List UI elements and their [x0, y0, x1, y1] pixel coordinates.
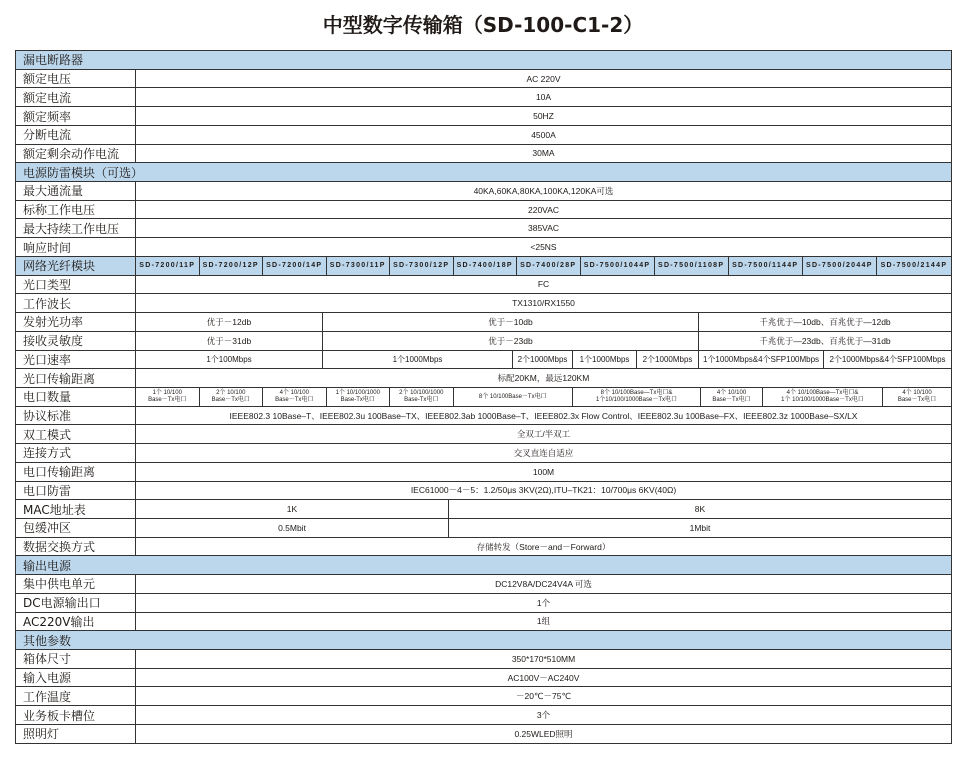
spec-value: 交叉直连自适应: [513, 447, 574, 458]
spec-value: 385VAC: [527, 223, 560, 234]
spec-row-optical-port-type: [16, 276, 951, 295]
spec-label: 连接方式: [16, 444, 136, 462]
spec-value: 350*170*510MM: [511, 653, 576, 664]
spec-value: 1K: [136, 500, 449, 518]
spec-label: 集中供电单元: [16, 575, 136, 593]
section-title: 漏电断路器: [23, 53, 84, 68]
section-header-other: [16, 631, 951, 650]
spec-row-electrical-distance: [16, 463, 951, 482]
spec-row-max-discharge: [16, 182, 951, 201]
spec-value: TX1310/RX1550: [512, 298, 575, 309]
spec-label: 额定电流: [16, 88, 136, 106]
spec-value: 2个1000Mbps: [637, 351, 699, 369]
spec-value: <25NS: [530, 242, 557, 253]
section-header-breaker: [16, 51, 951, 70]
spec-label: 额定电压: [16, 70, 136, 88]
spec-value: AC 220V: [526, 73, 561, 84]
spec-value: 3个: [536, 710, 551, 721]
spec-label: 电口传输距离: [16, 463, 136, 481]
spec-row-box-size: [16, 650, 951, 669]
model-name: SD-7200/11P: [136, 257, 200, 275]
spec-label: 接收灵敏度: [16, 332, 136, 350]
spec-row-packet-buffer: [16, 519, 951, 538]
spec-label: 光口传输距离: [16, 369, 136, 387]
spec-row-card-slots: [16, 706, 951, 725]
spec-value: 4500A: [531, 129, 556, 140]
model-name: SD-7300/11P: [327, 257, 391, 275]
spec-row-electrical-surge: [16, 482, 951, 501]
spec-table: [15, 50, 952, 744]
model-name: SD-7200/14P: [263, 257, 327, 275]
spec-value: 2个1000Mbps&4个SFP100Mbps: [829, 354, 946, 364]
section-title: 输出电源: [23, 558, 72, 573]
spec-value: 1个1000Mbps: [573, 351, 637, 369]
spec-value: 千兆优于—10db、百兆优于—12db: [759, 316, 891, 327]
spec-value: 标配20KM，最远120KM: [497, 373, 590, 384]
spec-row-dc-output: [16, 594, 951, 613]
spec-row-nominal-voltage: [16, 201, 951, 220]
spec-value: 1个: [536, 597, 551, 608]
section-header-power-output: [16, 556, 951, 575]
spec-value: 存储转发（Store－and－Forward）: [476, 541, 611, 552]
spec-row-response-time: [16, 238, 951, 257]
spec-label: 工作波长: [16, 294, 136, 312]
spec-value: AC100V－AC240V: [507, 672, 580, 683]
spec-value: DC12V8A/DC24V4A 可选: [495, 578, 592, 589]
spec-value: 8个 10/100Base—Tx电口& 1个10/100/1000Base－Tx电口: [573, 388, 701, 406]
spec-value: 50HZ: [533, 111, 554, 122]
spec-value: 全双工/半双工: [516, 429, 571, 440]
spec-label: 协议标准: [16, 407, 136, 425]
section-title: 电源防雷模块（可选）: [23, 165, 144, 180]
model-name: SD-7400/28P: [517, 257, 581, 275]
spec-label: 照明灯: [16, 725, 136, 743]
spec-value: 优于－10db: [323, 313, 699, 331]
spec-value: 30MA: [532, 148, 555, 159]
spec-label: 发射光功率: [16, 313, 136, 331]
spec-label: 箱体尺寸: [16, 650, 136, 668]
spec-label: MAC地址表: [16, 500, 136, 518]
spec-row-lighting: [16, 725, 951, 744]
spec-label: 电口防雷: [16, 482, 136, 500]
spec-value: 优于－12db: [136, 313, 323, 331]
spec-value: 220VAC: [527, 204, 560, 215]
spec-value: 4个 10/100 Base－Tx电口: [897, 390, 937, 403]
spec-value: 4个 10/100Base—Tx电口& 1个 10/100/1000Base－Tx电口: [763, 388, 883, 406]
model-name: SD-7300/12P: [390, 257, 454, 275]
spec-value: FC: [537, 279, 550, 290]
spec-label: 额定剩余动作电流: [16, 145, 136, 163]
spec-value: －20℃－75℃: [515, 691, 571, 702]
spec-value: 1Mbit: [689, 522, 711, 533]
spec-label: 工作温度: [16, 687, 136, 705]
spec-label: 数据交换方式: [16, 538, 136, 556]
spec-value: 8K: [694, 504, 706, 515]
spec-label: AC220V输出: [16, 613, 136, 631]
model-name: SD-7500/1144P: [729, 257, 803, 275]
spec-value: 1个 10/100/1000 Base-Tx电口: [327, 388, 391, 406]
spec-label: 最大持续工作电压: [16, 219, 136, 237]
spec-row-breaking-current: [16, 126, 951, 145]
spec-row-switching-mode: [16, 538, 951, 557]
model-name: SD-7500/1108P: [655, 257, 729, 275]
spec-value: 4个 10/100 Base－Tx电口: [263, 388, 327, 406]
section-title: 其他参数: [23, 633, 72, 648]
spec-row-rated-current: [16, 88, 951, 107]
model-name: SD-7500/2044P: [803, 257, 877, 275]
spec-label: 标称工作电压: [16, 201, 136, 219]
spec-row-mac-table: [16, 500, 951, 519]
spec-row-rx-sensitivity: [16, 332, 951, 351]
spec-row-electrical-ports: [16, 388, 951, 407]
spec-row-duplex: [16, 425, 951, 444]
spec-row-tx-power: [16, 313, 951, 332]
spec-row-connection: [16, 444, 951, 463]
spec-row-ac-output: [16, 613, 951, 632]
spec-label: 分断电流: [16, 126, 136, 144]
spec-row-rated-voltage: [16, 70, 951, 89]
model-name: SD-7400/18P: [454, 257, 518, 275]
spec-label: 业务板卡槽位: [16, 706, 136, 724]
spec-row-rated-frequency: [16, 107, 951, 126]
spec-row-protocol: [16, 407, 951, 426]
spec-row-temperature: [16, 687, 951, 706]
spec-value: 40KA,60KA,80KA,100KA,120KA可选: [473, 185, 614, 196]
model-name: SD-7200/12P: [200, 257, 264, 275]
spec-label: 额定频率: [16, 107, 136, 125]
spec-value: 0.25WLED照明: [514, 728, 573, 739]
spec-value: 优于－31db: [136, 332, 323, 350]
spec-label: 输入电源: [16, 669, 136, 687]
spec-value: 1个1000Mbps: [323, 351, 513, 369]
spec-value: 8个 10/100Base－Tx电口: [454, 388, 574, 406]
spec-row-wavelength: [16, 294, 951, 313]
spec-value: 10A: [535, 92, 552, 103]
spec-value: 1组: [536, 616, 551, 627]
spec-row-power-unit: [16, 575, 951, 594]
spec-row-residual-current: [16, 145, 951, 164]
spec-label: 响应时间: [16, 238, 136, 256]
spec-label: 最大通流量: [16, 182, 136, 200]
spec-row-optical-rate: [16, 351, 951, 370]
section-header-fiber-module: [16, 257, 951, 276]
page-title: 中型数字传输箱（SD-100-C1-2）: [322, 13, 644, 37]
spec-label: 电口数量: [16, 388, 136, 406]
model-name: SD-7500/1044P: [581, 257, 655, 275]
section-header-surge: [16, 163, 951, 182]
spec-value: 2个 10/100/1000 Base-Tx电口: [390, 388, 454, 406]
spec-row-input-power: [16, 669, 951, 688]
spec-value: IEC61000－4－5：1.2/50μs 3KV(2Ω),ITU–TK21：10/700μs 6KV(40Ω): [410, 485, 677, 496]
spec-label: 光口类型: [16, 276, 136, 294]
spec-value: 1个100Mbps: [136, 351, 323, 369]
spec-value: IEEE802.3 10Base–T、IEEE802.3u 100Base–TX、IEEE802.3ab 1000Base–T、IEEE802.3x Flow Control、IEEE802.3u 100Base–FX、IEEE802.3z 1000Base–SX/LX: [229, 410, 858, 421]
spec-row-optical-distance: [16, 369, 951, 388]
spec-value: 0.5Mbit: [136, 519, 449, 537]
spec-value: 4个 10/100 Base－Tx电口: [701, 388, 763, 406]
spec-label: DC电源输出口: [16, 594, 136, 612]
model-name: SD-7500/2144P: [880, 262, 948, 270]
spec-value: 1个1000Mbps&4个SFP100Mbps: [699, 351, 824, 369]
spec-value: 优于－23db: [323, 332, 699, 350]
spec-value: 1个 10/100 Base－Tx电口: [136, 388, 200, 406]
spec-value: 2个1000Mbps: [513, 351, 573, 369]
section-title: 网络光纤模块: [16, 257, 136, 275]
spec-value: 2个 10/100 Base－Tx电口: [200, 388, 264, 406]
spec-label: 包缓冲区: [16, 519, 136, 537]
spec-value: 千兆优于—23db、百兆优于—31db: [759, 335, 891, 346]
spec-label: 双工模式: [16, 425, 136, 443]
spec-label: 光口速率: [16, 351, 136, 369]
spec-value: 100M: [532, 466, 555, 477]
spec-row-max-continuous-voltage: [16, 219, 951, 238]
